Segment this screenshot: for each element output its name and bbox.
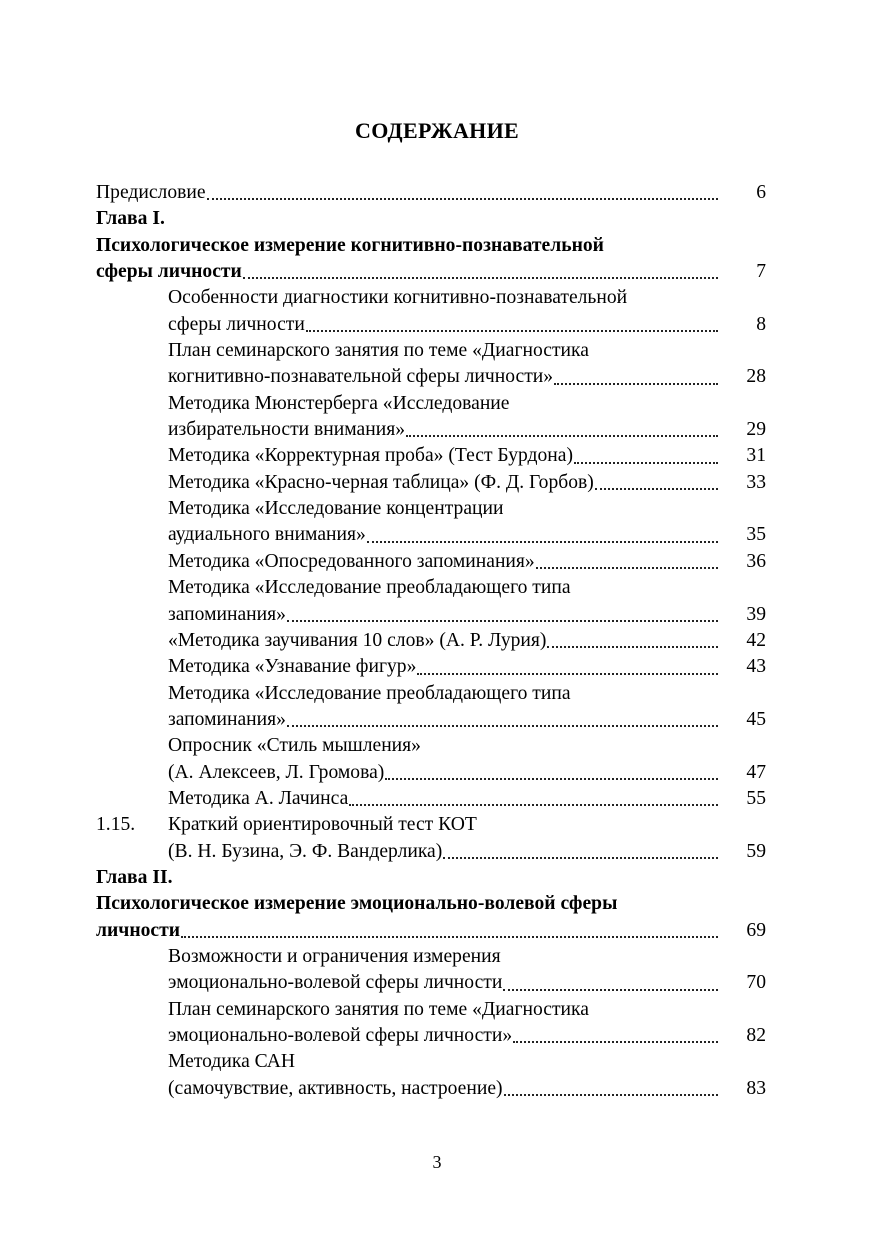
toc-entry-line (96, 628, 766, 654)
toc-entry-line (96, 760, 766, 786)
entry-title: эмоционально-волевой сферы личности (168, 972, 503, 994)
toc-entry-line (96, 839, 766, 865)
entry-title: Психологическое измерение эмоционально-волевой сферы (96, 893, 618, 915)
dot-leader (287, 707, 718, 733)
entry-text-wrap (96, 206, 718, 232)
entry-title: Возможности и ограничения измерения (168, 945, 501, 967)
entry-text-wrap (168, 364, 718, 390)
entry-title: Особенности диагностики когнитивно-познавательной (168, 287, 628, 309)
entry-text-wrap (168, 812, 718, 838)
dot-leader (547, 628, 718, 654)
entry-text-wrap (168, 654, 718, 680)
page-number: 3 (432, 1152, 442, 1172)
entry-title: Методика «Исследование концентрации (168, 498, 504, 520)
entry-text-wrap (168, 285, 718, 311)
entry-title: эмоционально-волевой сферы личности» (168, 1025, 513, 1046)
dot-leader (417, 654, 718, 680)
toc-entry-line (96, 654, 766, 680)
toc-entry-line (96, 602, 766, 628)
toc-entry-line (96, 575, 766, 601)
entry-text-wrap (168, 338, 718, 364)
entry-title: Глава I. (96, 208, 165, 230)
entry-text-wrap (168, 707, 718, 733)
entry-title: аудиального внимания» (168, 524, 366, 546)
dot-leader (536, 549, 718, 575)
entry-page-number: 29 (746, 419, 766, 441)
entry-text-wrap (168, 970, 718, 996)
entry-title: избирательности внимания» (168, 419, 406, 441)
entry-title: Психологическое измерение когнитивно-познавательной (96, 234, 604, 256)
entry-title: (самочувствие, активность, настроение) (168, 1077, 503, 1099)
entry-title: Предисловие (96, 182, 206, 203)
entry-title: Методика САН (168, 1051, 296, 1073)
dot-leader (385, 760, 718, 786)
dot-leader (574, 443, 718, 469)
toc-entry-line (96, 364, 766, 390)
dot-leader (504, 1076, 718, 1102)
entry-text-wrap (168, 839, 718, 865)
entry-text-wrap (168, 944, 718, 970)
entry-page-number: 45 (746, 708, 766, 730)
toc-entry-line (96, 470, 766, 496)
entry-page-number: 7 (756, 261, 766, 283)
toc-entry-line (96, 338, 766, 364)
toc-entry-line (96, 285, 766, 311)
entry-page-number: 39 (746, 603, 766, 625)
entry-page-number: 59 (746, 840, 766, 862)
toc-heading-line (96, 918, 766, 944)
entry-title: Методика «Исследование преобладающего типа (168, 577, 571, 599)
dot-leader (243, 259, 718, 285)
dot-leader (349, 786, 718, 812)
entry-text-wrap (168, 733, 718, 759)
toc-entry-line (96, 786, 766, 812)
toc-heading-line (96, 865, 766, 891)
entry-title: (А. Алексеев, Л. Громова) (168, 761, 385, 783)
entry-title: личности (96, 919, 181, 941)
entry-page-number: 69 (746, 919, 766, 941)
toc-entry-line (96, 312, 766, 338)
toc-entry-line (96, 522, 766, 548)
entry-page-number: 55 (746, 787, 766, 809)
entry-title: Методика «Корректурная проба» (Тест Бурдона) (168, 445, 574, 467)
dot-leader (406, 417, 718, 443)
toc-entry-line (96, 812, 766, 838)
dot-leader (207, 180, 718, 206)
entry-text-wrap (96, 918, 718, 944)
entry-title: когнитивно-познавательной сферы личности» (168, 366, 554, 388)
dot-leader (306, 312, 718, 338)
entry-text-wrap (168, 1076, 718, 1102)
entry-title: запоминания» (168, 708, 286, 730)
entry-page-number: 33 (746, 471, 766, 493)
dot-leader (181, 918, 718, 944)
toc-entry-line (96, 417, 766, 443)
toc-heading-line (96, 259, 766, 285)
entry-title: Глава II. (96, 866, 173, 888)
dot-leader (554, 364, 718, 390)
entry-title: Методика «Исследование преобладающего типа (168, 682, 571, 704)
entry-title: Методика «Красно-черная таблица» (Ф. Д. Горбов) (168, 471, 594, 493)
dot-leader (503, 970, 718, 996)
entry-text-wrap (96, 180, 718, 206)
toc-entry-line (96, 970, 766, 996)
toc-entry-line (96, 443, 766, 469)
entry-title: План семинарского занятия по теме «Диагностика (168, 998, 589, 1020)
entry-text-wrap (168, 997, 718, 1023)
entry-page-number: 83 (746, 1077, 766, 1099)
toc-entry-line (96, 707, 766, 733)
entry-text-wrap (168, 470, 718, 496)
entry-title: Методика Мюнстерберга «Исследование (168, 392, 510, 414)
entry-page-number: 31 (746, 445, 766, 467)
toc-entry-line (96, 391, 766, 417)
entry-text-wrap (168, 1023, 718, 1049)
section-number: 1.15. (96, 814, 136, 836)
entry-title: Опросник «Стиль мышления» (168, 735, 421, 757)
entry-title: Методика «Узнавание фигур» (168, 656, 417, 678)
toc-entry-line (96, 681, 766, 707)
entry-page-number: 47 (746, 761, 766, 783)
entry-page-number: 43 (746, 656, 766, 678)
toc-heading-line (96, 206, 766, 232)
entry-title: сферы личности (96, 261, 242, 283)
toc-heading-line (96, 891, 766, 917)
dot-leader (443, 839, 718, 865)
entry-title: сферы личности (168, 313, 305, 335)
toc-heading-line (96, 233, 766, 259)
dot-leader (367, 522, 718, 548)
page-title: СОДЕРЖАНИЕ (355, 118, 519, 143)
dot-leader (595, 470, 718, 496)
entry-text-wrap (168, 575, 718, 601)
toc-entry-line (96, 180, 766, 206)
entry-title: План семинарского занятия по теме «Диагностика (168, 340, 589, 362)
toc-entry-line (96, 944, 766, 970)
entry-page-number: 36 (746, 550, 766, 572)
table-of-contents (96, 180, 766, 1102)
entry-text-wrap (168, 602, 718, 628)
entry-text-wrap (168, 760, 718, 786)
toc-entry-line (96, 997, 766, 1023)
entry-text-wrap (168, 443, 718, 469)
entry-text-wrap (96, 259, 718, 285)
entry-title: (В. Н. Бузина, Э. Ф. Вандерлика) (168, 840, 443, 862)
toc-entry-line (96, 496, 766, 522)
entry-page-number: 70 (746, 972, 766, 994)
entry-text-wrap (168, 496, 718, 522)
entry-text-wrap (168, 628, 718, 654)
entry-title: запоминания» (168, 603, 286, 625)
toc-entry-line (96, 1049, 766, 1075)
entry-title: «Методика заучивания 10 слов» (А. Р. Лурия) (168, 629, 547, 651)
toc-entry-line (96, 733, 766, 759)
entry-text-wrap (96, 233, 718, 259)
entry-title: Методика А. Лачинса (168, 787, 349, 809)
entry-page-number: 28 (746, 366, 766, 388)
entry-title: Краткий ориентировочный тест КОТ (168, 814, 477, 836)
dot-leader (287, 602, 718, 628)
entry-page-number: 82 (746, 1025, 766, 1046)
entry-text-wrap (168, 681, 718, 707)
entry-page-number: 35 (746, 524, 766, 546)
entry-text-wrap (168, 786, 718, 812)
toc-entry-line (96, 1076, 766, 1102)
entry-text-wrap (168, 417, 718, 443)
entry-page-number: 6 (756, 182, 766, 203)
entry-text-wrap (168, 312, 718, 338)
entry-title: Методика «Опосредованного запоминания» (168, 550, 535, 572)
entry-page-number: 42 (746, 629, 766, 651)
entry-text-wrap (168, 391, 718, 417)
entry-text-wrap (96, 865, 718, 891)
entry-page-number: 8 (756, 313, 766, 335)
dot-leader (513, 1023, 718, 1049)
entry-text-wrap (96, 891, 718, 917)
entry-text-wrap (168, 1049, 718, 1075)
entry-text-wrap (168, 549, 718, 575)
entry-text-wrap (168, 522, 718, 548)
toc-entry-line (96, 549, 766, 575)
toc-entry-line (96, 1023, 766, 1049)
